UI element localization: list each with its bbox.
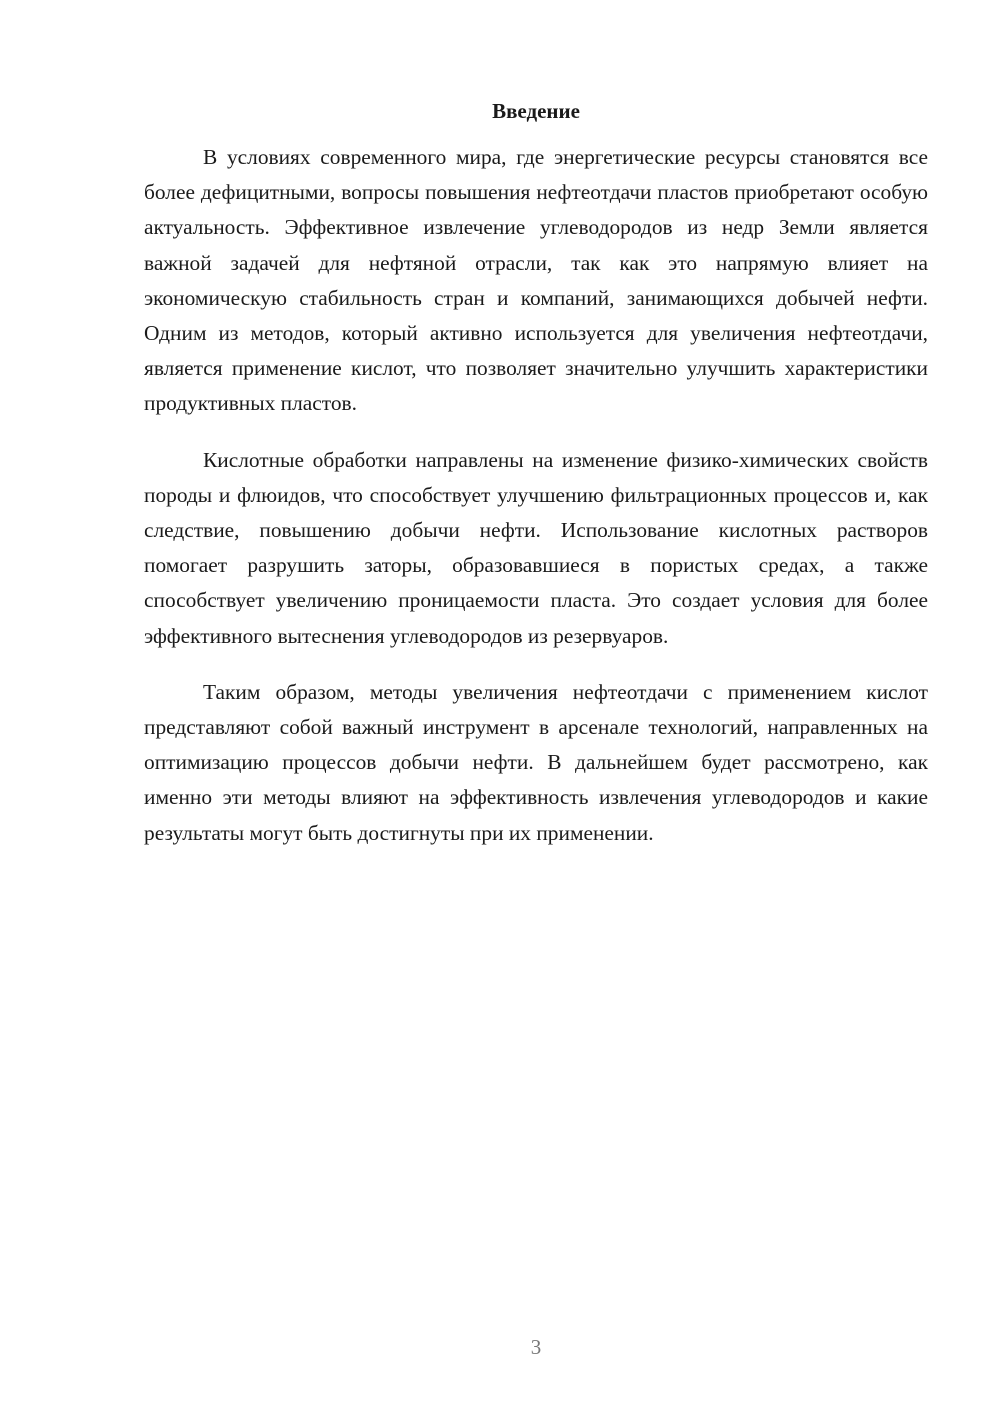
paragraph-3: Таким образом, методы увеличения нефтеотдачи с применением кислот представляют собой важный инструмент в арсенале технологий, направленных на оптимизацию процессов добычи нефти. В дальнейшем будет рассмотрено, как именно эти методы влияют на эффективность извлечения углеводородов и какие результаты могут быть достигнуты при их применении.: [144, 679, 928, 845]
page-number: 3: [530, 1335, 542, 1359]
paragraph-1: В условиях современного мира, где энергетические ресурсы становятся все более дефицитными, вопросы повышения нефтеотдачи пластов приобретают особую актуальность. Эффективное извлечение углеводородов из недр Земли является важной задачей для нефтяной отрасли, так как это напрямую влияет на экономическую стабильность стран и компаний, занимающихся добычей нефти. Одним из методов, который активно используется для увеличения нефтеотдачи, является применение кислот, что позволяет значительно улучшить характеристики продуктивных пластов.: [144, 145, 928, 416]
document-body: [144, 96, 928, 872]
section-heading: Введение: [492, 99, 580, 123]
paragraph-2: Кислотные обработки направлены на изменение физико-химических свойств породы и флюидов, что способствует улучшению фильтрационных процессов и, как следствие, повышению добычи нефти. Использование кислотных растворов помогает разрушить заторы, образовавшиеся в пористых средах, а также способствует увеличению проницаемости пласта. Это создает условия для более эффективного вытеснения углеводородов из резервуаров.: [144, 447, 928, 648]
